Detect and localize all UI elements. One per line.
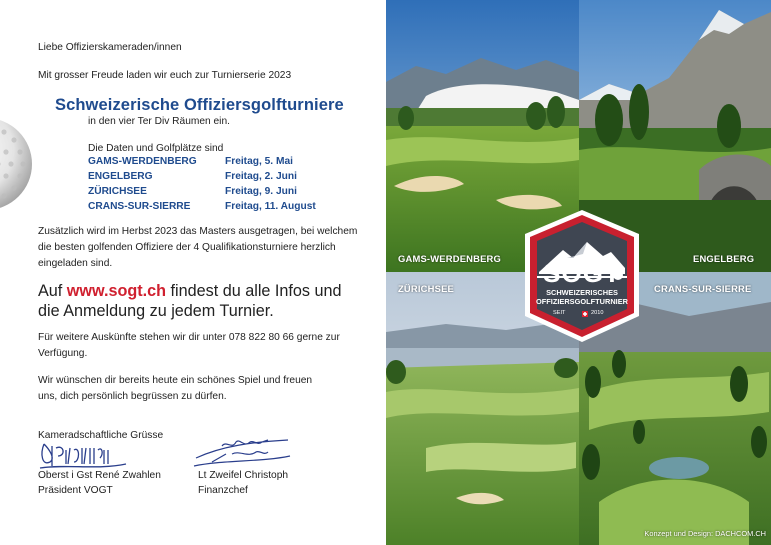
sogt-logo	[519, 208, 645, 344]
schedule-row	[88, 199, 348, 214]
golf-course-photos	[386, 0, 771, 545]
signer-name: Lt Zweifel Christoph	[198, 470, 289, 481]
masters-text-line: eingeladen sind.	[38, 258, 113, 269]
masters-text-line: die besten golfenden Offiziere der 4 Qualifikationsturniere herzlich	[38, 242, 336, 253]
schedule-row	[88, 184, 348, 199]
schedule-place: GAMS-WERDENBERG	[88, 156, 197, 167]
wish-text-line: Wir wünschen dir bereits heute ein schönes Spiel und freuen	[38, 375, 313, 386]
logo-line1: SCHWEIZERISCHES	[546, 288, 618, 297]
closing: Kameradschaftliche Grüsse	[38, 430, 164, 441]
location-label: ENGELBERG	[693, 253, 755, 264]
masters-text-line: Zusätzlich wird im Herbst 2023 das Masters ausgetragen, bei welchem	[38, 226, 358, 237]
location-label: CRANS-SUR-SIERRE	[654, 283, 752, 294]
location-label: ZÜRICHSEE	[398, 283, 454, 294]
schedule-date: Freitag, 2. Juni	[225, 171, 297, 182]
schedule-date: Freitag, 5. Mai	[225, 156, 293, 167]
salutation: Liebe Offizierskameraden/innen	[38, 42, 182, 53]
cta-line1-rest: findest du alle Infos und	[166, 282, 342, 300]
cta-prefix: Auf	[38, 282, 67, 300]
golf-ball-image	[0, 118, 32, 210]
schedule-row	[88, 154, 348, 169]
schedule-place: ENGELBERG	[88, 171, 153, 182]
logo-seit: SEIT	[553, 310, 566, 316]
logo-year: 2010	[591, 310, 604, 316]
logo-name: SOGT	[543, 258, 621, 288]
design-credit: Konzept und Design: DACHCOM.CH	[644, 529, 766, 538]
call-to-action	[38, 281, 378, 321]
tournament-schedule	[88, 154, 348, 214]
location-label: GAMS-WERDENBERG	[398, 253, 501, 264]
website-link[interactable]: www.sogt.ch	[66, 282, 167, 300]
schedule-date: Freitag, 9. Juni	[225, 186, 297, 197]
logo-line2: OFFIZIERSGOLFTURNIER	[536, 297, 628, 306]
info-text-line: Für weitere Auskünfte stehen wir dir unter 078 822 80 66 gerne zur	[38, 332, 340, 343]
dates-intro: Die Daten und Golfplätze sind	[88, 143, 224, 154]
intro-text: Mit grosser Freude laden wir euch zur Turnierserie 2023	[38, 70, 292, 81]
signature-finanzchef	[192, 436, 292, 470]
letter-subtitle: in den vier Ter Div Räumen ein.	[88, 116, 230, 127]
schedule-date: Freitag, 11. August	[225, 201, 316, 212]
schedule-place: CRANS-SUR-SIERRE	[88, 201, 191, 212]
signer-role: Präsident VOGT	[38, 485, 113, 496]
signer-role: Finanzchef	[198, 485, 248, 496]
cta-line2: die Anmeldung zu jedem Turnier.	[38, 302, 274, 320]
letter-title: Schweizerische Offiziersgolfturniere	[55, 96, 344, 114]
signer-name: Oberst i Gst René Zwahlen	[38, 470, 161, 481]
schedule-place: ZÜRICHSEE	[88, 186, 147, 197]
info-text-line: Verfügung.	[38, 348, 88, 359]
schedule-row	[88, 169, 348, 184]
wish-text-line: uns, dich persönlich begrüssen zu dürfen.	[38, 391, 227, 402]
